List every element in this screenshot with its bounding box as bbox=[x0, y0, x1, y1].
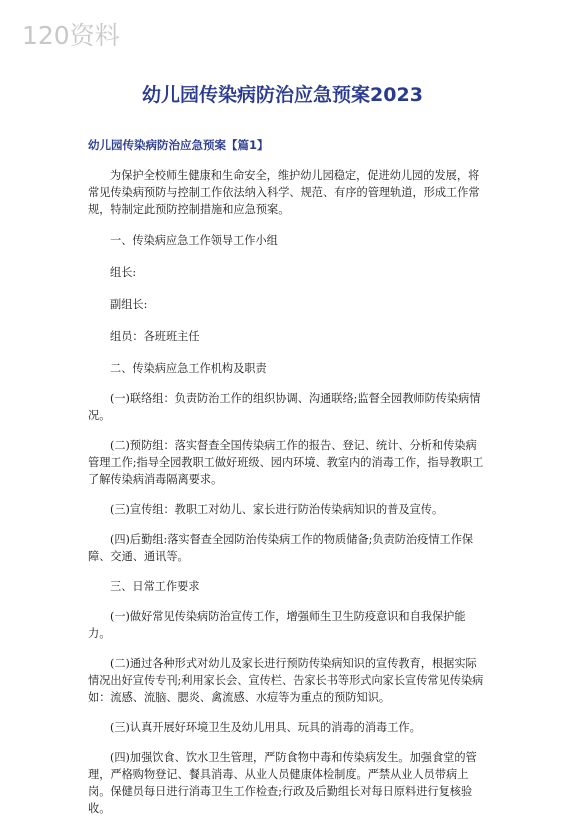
paragraph-members: 组员：各班班主任 bbox=[110, 330, 200, 343]
heading-leadership-group: 一、传染病应急工作领导工作小组 bbox=[110, 234, 278, 247]
paragraph-liaison-group: (一)联络组：负责防治工作的组织协调、沟通联络;监督全园教师防传染病情况。 bbox=[88, 392, 481, 422]
paragraph-logistics-group: (四)后勤组:落实督查全园防治传染病工作的物质储备;负责防治疫情工作保障、交通、通讯等。 bbox=[88, 533, 474, 563]
paragraph-prevention-group: (二)预防组：落实督查全国传染病工作的报告、登记、统计、分析和传染病管理工作;指导全园教职工做好班级、园内环境、教室内的消毒工作，指导教职工了解传染病消毒隔离要求。 bbox=[88, 439, 484, 486]
section-heading: 幼儿园传染病防治应急预案【篇1】 bbox=[88, 138, 269, 152]
document-body bbox=[88, 167, 484, 817]
paragraph-requirement-3: (三)认真开展好环境卫生及幼儿用具、玩具的消毒的消毒工作。 bbox=[110, 721, 421, 734]
paragraph-deputy-leader: 副组长: bbox=[110, 298, 148, 311]
paragraph-requirement-4: (四)加强饮食、饮水卫生管理，严防食物中毒和传染病发生。加强食堂的管理，严格购物登记、餐具消毒、从业人员健康体检制度。严禁从业人员带病上岗。保健员每日进行消毒卫生工作检查;行政及后勤组长对每日原料进行复核验收。 bbox=[88, 751, 477, 815]
heading-organization: 二、传染病应急工作机构及职责 bbox=[110, 362, 267, 375]
document-title: 幼儿园传染病防治应急预案2023 bbox=[142, 84, 423, 106]
paragraph-requirement-1: (一)做好常见传染病防治宣传工作，增强师生卫生防疫意识和自我保护能力。 bbox=[88, 610, 466, 640]
paragraph-requirement-2: (二)通过各种形式对幼儿及家长进行预防传染病知识的宣传教育，根据实际情况出好宣传专刊;利用家长会、宣传栏、告家长书等形式向家长宣传常见传染病如：流感、流脑、腮炎、禽流感、水痘等为重点的预防知识。 bbox=[88, 657, 484, 704]
watermark: 120资料 bbox=[22, 21, 120, 50]
heading-daily-requirements: 三、日常工作要求 bbox=[110, 580, 200, 593]
paragraph-leader: 组长: bbox=[110, 266, 137, 279]
paragraph-intro: 为保护全校师生健康和生命安全，维护幼儿园稳定，促进幼儿园的发展，将常见传染病预防与控制工作依法纳入科学、规范、有序的管理轨道，形成工作常规，特制定此预防控制措施和应急预案。 bbox=[88, 169, 480, 216]
paragraph-publicity-group: (三)宣传组：教职工对幼儿、家长进行防治传染病知识的普及宣传。 bbox=[110, 503, 444, 516]
